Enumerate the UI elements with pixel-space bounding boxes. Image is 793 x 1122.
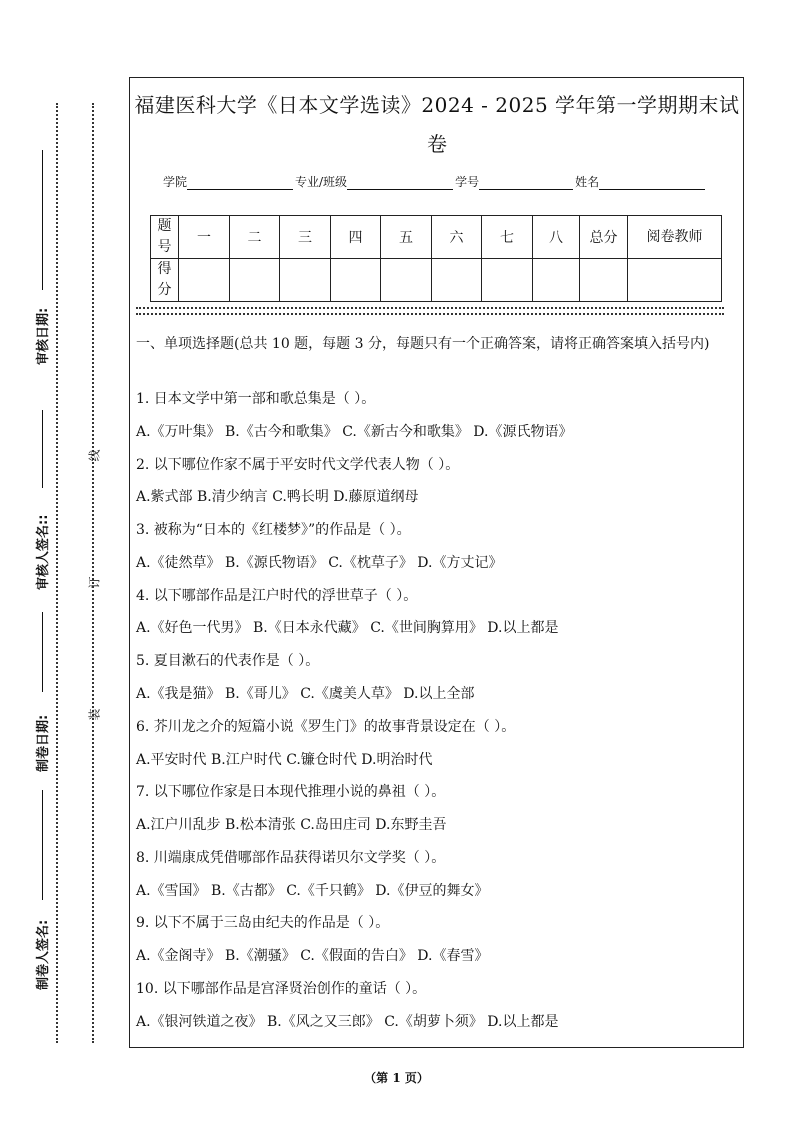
name-label: 姓名 <box>575 175 600 189</box>
col-1: 一 <box>179 216 230 259</box>
score-cell-total[interactable] <box>580 259 628 302</box>
binding-char-ding: 订 <box>87 576 102 589</box>
score-table-score-row <box>151 259 722 302</box>
score-cell[interactable] <box>482 259 533 302</box>
review-date-underline <box>42 150 43 290</box>
name-field[interactable] <box>599 177 705 190</box>
question-stem: 6. 芥川龙之介的短篇小说《罗生门》的故事背景设定在（ ）。 <box>136 719 516 735</box>
question-number-header: 题号 <box>151 216 179 259</box>
major-class-label: 专业/班级 <box>295 175 348 189</box>
question-stem: 10. 以下哪部作品是宫泽贤治创作的童话（ ）。 <box>136 981 427 997</box>
col-2: 二 <box>230 216 280 259</box>
score-cell[interactable] <box>179 259 230 302</box>
college-label: 学院 <box>163 175 188 189</box>
question-stem: 2. 以下哪位作家不属于平安时代文学代表人物（ ）。 <box>136 457 460 473</box>
col-total: 总分 <box>580 216 628 259</box>
question-stem: 1. 日本文学中第一部和歌总集是（ ）。 <box>136 391 376 407</box>
section1-heading: 一、单项选择题(总共 10 题，每题 3 分，每题只有一个正确答案，请将正确答案填入括号内) <box>136 336 710 352</box>
question-stem: 7. 以下哪位作家是日本现代推理小说的鼻祖（ ）。 <box>136 784 446 800</box>
score-cell[interactable] <box>280 259 331 302</box>
question-stem: 5. 夏目漱石的代表作是（ ）。 <box>136 653 320 669</box>
col-6: 六 <box>432 216 482 259</box>
question-options: A.江户川乱步 B.松本清张 C.岛田庄司 D.东野圭吾 <box>136 817 447 833</box>
col-grader: 阅卷教师 <box>628 216 722 259</box>
binding-dotted-line-outer <box>56 103 58 1043</box>
section-separator <box>136 307 724 315</box>
score-cell[interactable] <box>381 259 432 302</box>
score-cell[interactable] <box>331 259 381 302</box>
prepare-date-underline <box>42 612 43 692</box>
score-table <box>150 215 722 302</box>
score-table-header-row <box>151 216 722 259</box>
student-info-row <box>163 173 707 190</box>
page-number: （第 1 页） <box>364 1071 429 1085</box>
col-5: 五 <box>381 216 432 259</box>
question-options: A.《我是猫》 B.《哥儿》 C.《虞美人草》 D.以上全部 <box>136 686 475 702</box>
question-options: A.平安时代 B.江户时代 C.镰仓时代 D.明治时代 <box>136 752 433 768</box>
col-7: 七 <box>482 216 533 259</box>
binding-dotted-line-inner <box>92 103 94 1043</box>
question-options: A.《徒然草》 B.《源氏物语》 C.《枕草子》 D.《方丈记》 <box>136 555 503 571</box>
score-row-header: 得分 <box>151 259 179 302</box>
binding-char-xian: 线 <box>87 449 102 462</box>
question-options: A.《万叶集》 B.《古今和歌集》 C.《新古今和歌集》 D.《源氏物语》 <box>136 424 573 440</box>
question-options: A.《金阁寺》 B.《潮骚》 C.《假面的告白》 D.《春雪》 <box>136 948 489 964</box>
score-cell[interactable] <box>533 259 580 302</box>
score-cell[interactable] <box>432 259 482 302</box>
student-id-label: 学号 <box>455 175 480 189</box>
reviewer-signature-underline <box>42 410 43 488</box>
col-8: 八 <box>533 216 580 259</box>
question-stem: 8. 川端康成凭借哪部作品获得诺贝尔文学奖（ ）。 <box>136 850 446 866</box>
question-stem: 9. 以下不属于三岛由纪夫的作品是（ ）。 <box>136 915 390 931</box>
col-3: 三 <box>280 216 331 259</box>
binding-char-zhuang: 装 <box>87 708 102 721</box>
score-cell[interactable] <box>230 259 280 302</box>
question-options: A.《银河铁道之夜》 B.《风之又三郎》 C.《胡萝卜须》 D.以上都是 <box>136 1014 559 1030</box>
college-field[interactable] <box>187 177 293 190</box>
col-4: 四 <box>331 216 381 259</box>
exam-title: 福建医科大学《日本文学选读》2024 - 2025 学年第一学期期末试 <box>134 93 740 117</box>
question-stem: 3. 被称为“日本的《红楼梦》”的作品是（ ）。 <box>136 522 411 538</box>
major-class-field[interactable] <box>347 177 453 190</box>
preparer-signature-underline <box>42 790 43 900</box>
question-options: A.《好色一代男》 B.《日本永代藏》 C.《世间胸算用》 D.以上都是 <box>136 620 559 636</box>
exam-title-continued: 卷 <box>427 132 447 156</box>
score-cell-grader[interactable] <box>628 259 722 302</box>
student-id-field[interactable] <box>479 177 573 190</box>
question-options: A.《雪国》 B.《古都》 C.《千只鹤》 D.《伊豆的舞女》 <box>136 883 489 899</box>
question-options: A.紫式部 B.清少纳言 C.鸭长明 D.藤原道纲母 <box>136 489 419 505</box>
question-stem: 4. 以下哪部作品是江户时代的浮世草子（ ）。 <box>136 588 418 604</box>
